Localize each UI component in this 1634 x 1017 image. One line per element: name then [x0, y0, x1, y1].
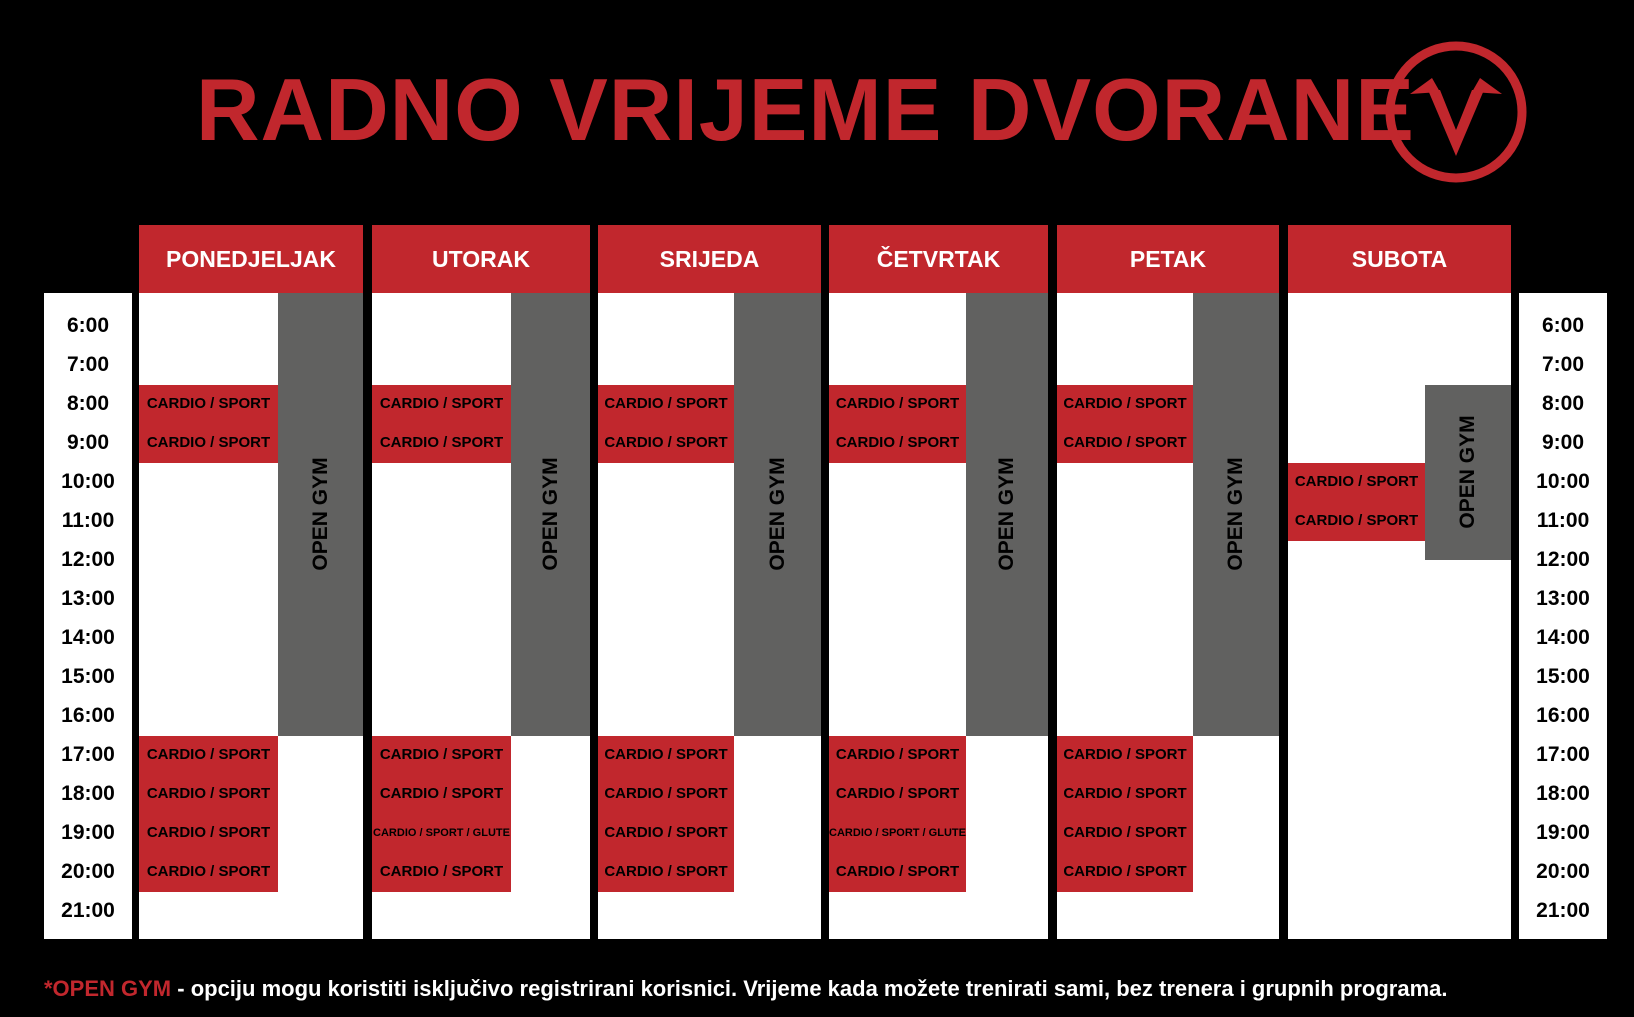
class-block [829, 385, 966, 463]
time-label: 13:00 [61, 587, 115, 610]
class-label: CARDIO / SPORT [604, 395, 728, 412]
class-block [372, 385, 511, 463]
time-label: 8:00 [1541, 392, 1585, 415]
class-label: CARDIO / SPORT [604, 434, 728, 451]
class-label: CARDIO / SPORT [379, 863, 504, 880]
class-label: CARDIO / SPORT [604, 746, 728, 763]
time-label: 19:00 [1536, 821, 1590, 844]
time-label: 7:00 [1541, 353, 1585, 376]
time-label: 17:00 [61, 743, 115, 766]
class-block [1288, 463, 1425, 541]
class-label: CARDIO / SPORT [146, 863, 271, 880]
open-gym-block [966, 293, 1048, 736]
day-header-3: ČETVRTAK [829, 225, 1048, 293]
open-gym-label: OPEN GYM [1456, 415, 1479, 529]
class-label: CARDIO / SPORT [146, 824, 271, 841]
class-label: CARDIO / SPORT [146, 746, 271, 763]
class-label: CARDIO / SPORT [835, 746, 960, 763]
class-block [372, 736, 511, 892]
time-label: 13:00 [1536, 587, 1590, 610]
class-block [829, 736, 966, 892]
time-label: 12:00 [1536, 548, 1590, 571]
open-gym-label: OPEN GYM [995, 457, 1018, 571]
class-label: CARDIO / SPORT [146, 434, 271, 451]
time-label: 6:00 [1541, 314, 1585, 337]
class-label: CARDIO / SPORT [604, 863, 728, 880]
class-label: CARDIO / SPORT / GLUTE [829, 827, 966, 839]
day-column [1288, 293, 1511, 939]
day-column [372, 293, 590, 939]
class-block [598, 736, 734, 892]
class-label: CARDIO / SPORT [1063, 785, 1187, 802]
open-gym-label: OPEN GYM [1224, 457, 1247, 571]
class-label: CARDIO / SPORT [1294, 512, 1419, 529]
footer-highlight: *OPEN GYM [44, 976, 172, 1001]
class-label: CARDIO / SPORT [379, 785, 504, 802]
class-label: CARDIO / SPORT [1294, 473, 1419, 490]
class-label: CARDIO / SPORT [835, 785, 960, 802]
time-label: 18:00 [1536, 782, 1590, 805]
open-gym-label: OPEN GYM [308, 457, 332, 571]
time-label: 11:00 [61, 509, 115, 532]
time-label: 12:00 [61, 548, 115, 571]
time-label: 20:00 [61, 860, 115, 883]
time-label: 16:00 [61, 704, 115, 727]
day-column [1057, 293, 1279, 939]
class-block [598, 385, 734, 463]
time-column-right [1519, 293, 1607, 939]
class-label: CARDIO / SPORT [1063, 746, 1187, 763]
time-label: 19:00 [61, 821, 115, 844]
time-label: 20:00 [1536, 860, 1590, 883]
footer-text: - opciju mogu koristiti isključivo registrirani korisnici. Vrijeme kada možete trenirati sami, bez trenera i grupnih programa. [171, 976, 1448, 1001]
day-header-5: SUBOTA [1288, 225, 1511, 293]
time-label: 9:00 [66, 431, 110, 454]
open-gym-block [1193, 293, 1279, 736]
class-label: CARDIO / SPORT [835, 863, 960, 880]
class-label: CARDIO / SPORT [835, 434, 960, 451]
class-label: CARDIO / SPORT [146, 785, 271, 802]
time-label: 21:00 [1536, 899, 1590, 922]
time-label: 10:00 [61, 470, 115, 493]
class-label: CARDIO / SPORT [146, 395, 271, 412]
footer-note [44, 976, 1448, 1002]
day-header-4: PETAK [1057, 225, 1279, 293]
class-label: CARDIO / SPORT [835, 395, 960, 412]
day-column [829, 293, 1048, 939]
time-column-left [44, 293, 132, 939]
class-block [139, 736, 278, 892]
time-label: 15:00 [61, 665, 115, 688]
open-gym-block [1425, 385, 1511, 561]
open-gym-label: OPEN GYM [765, 457, 789, 571]
day-column [598, 293, 821, 939]
day-header-0: PONEDJELJAK [139, 225, 363, 293]
time-label: 7:00 [66, 353, 110, 376]
class-label: CARDIO / SPORT [1063, 824, 1187, 841]
time-label: 14:00 [1536, 626, 1590, 649]
open-gym-block [278, 293, 363, 736]
day-header-1: UTORAK [372, 225, 590, 293]
class-label: CARDIO / SPORT [379, 434, 504, 451]
time-label: 15:00 [1536, 665, 1590, 688]
time-label: 16:00 [1536, 704, 1590, 727]
open-gym-label: OPEN GYM [538, 457, 562, 571]
time-label: 9:00 [1541, 431, 1585, 454]
time-label: 10:00 [1536, 470, 1590, 493]
class-block [1057, 385, 1193, 463]
class-label: CARDIO / SPORT [1063, 863, 1187, 880]
time-label: 11:00 [1536, 509, 1590, 532]
class-label: CARDIO / SPORT [1063, 434, 1187, 451]
day-header-2: SRIJEDA [598, 225, 821, 293]
class-label: CARDIO / SPORT [604, 785, 728, 802]
time-label: 8:00 [66, 392, 110, 415]
class-label: CARDIO / SPORT [379, 746, 504, 763]
class-label: CARDIO / SPORT [604, 824, 728, 841]
time-label: 21:00 [61, 899, 115, 922]
page-title: RADNO VRIJEME DVORANE [196, 60, 1415, 159]
class-block [139, 385, 278, 463]
class-label: CARDIO / SPORT [379, 395, 504, 412]
time-label: 18:00 [61, 782, 115, 805]
time-label: 17:00 [1536, 743, 1590, 766]
day-column [139, 293, 363, 939]
v-circle-logo-icon [1382, 38, 1530, 186]
class-label: CARDIO / SPORT / GLUTE [373, 827, 510, 839]
open-gym-block [511, 293, 590, 736]
time-label: 14:00 [61, 626, 115, 649]
time-label: 6:00 [66, 314, 110, 337]
class-label: CARDIO / SPORT [1063, 395, 1187, 412]
class-block [1057, 736, 1193, 892]
open-gym-block [734, 293, 821, 736]
